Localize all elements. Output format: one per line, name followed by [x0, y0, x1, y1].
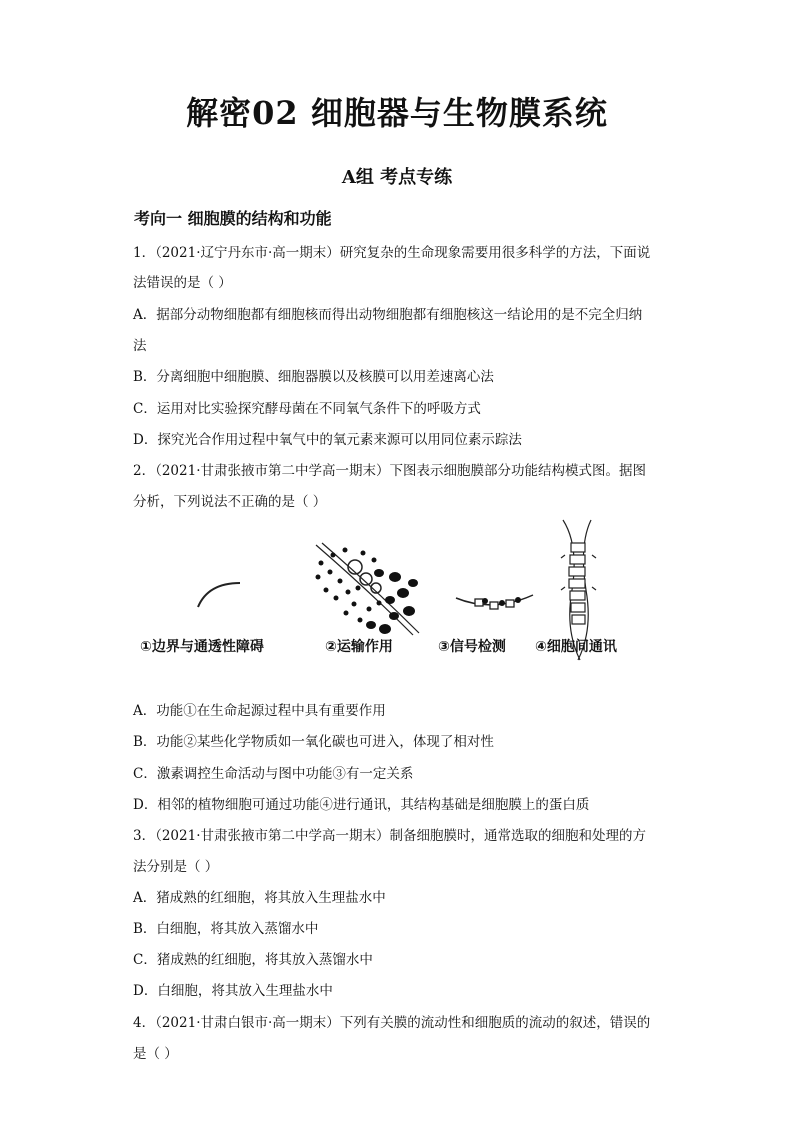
q1-option-a-cont: 法 [133, 338, 147, 354]
signal-detection-diagram [456, 595, 533, 609]
q1-stem-line2: 法错误的是（ ） [133, 275, 232, 291]
figure-caption-1: ①边界与通透性障碍 [140, 639, 264, 655]
figure-caption-4: ④细胞间通讯 [535, 639, 617, 655]
q1-stem-line1: 1．（2021·辽宁丹东市·高一期末）研究复杂的生命现象需要用很多科学的方法，下面说 [133, 245, 651, 261]
q3-option-a: A．猪成熟的红细胞，将其放入生理盐水中 [133, 890, 386, 906]
q1-option-c: C．运用对比实验探究酵母菌在不同氧气条件下的呼吸方式 [133, 401, 481, 417]
q3-option-b: B．白细胞，将其放入蒸馏水中 [133, 921, 319, 937]
page-title: 解密02 细胞器与生物膜系统 [186, 94, 608, 132]
q2-option-d: D．相邻的植物细胞可通过功能④进行通讯，其结构基础是细胞膜上的蛋白质 [133, 797, 590, 813]
q1-option-d: D．探究光合作用过程中氧气中的氧元素来源可以用同位素示踪法 [133, 432, 522, 448]
q1-option-a: A．据部分动物细胞都有细胞核而得出动物细胞都有细胞核这一结论用的是不完全归纳 [133, 307, 643, 323]
figure-caption-3: ③信号检测 [438, 639, 506, 655]
q2-option-c: C．激素调控生命活动与图中功能③有一定关系 [133, 766, 414, 782]
q1-option-b: B．分离细胞中细胞膜、细胞器膜以及核膜可以用差速离心法 [133, 369, 494, 385]
figure-caption-2: ②运输作用 [325, 639, 393, 655]
q2-stem-line2: 分析，下列说法不正确的是（ ） [133, 494, 327, 510]
q3-option-d: D．白细胞，将其放入生理盐水中 [133, 983, 333, 999]
q4-stem-line2: 是（ ） [133, 1046, 178, 1062]
q2-stem-line1: 2．（2021·甘肃张掖市第二中学高一期末）下图表示细胞膜部分功能结构模式图。据图 [133, 463, 646, 479]
q3-stem-line2: 法分别是（ ） [133, 859, 219, 875]
transport-diagram [316, 543, 420, 635]
q3-stem-line1: 3．（2021·甘肃张掖市第二中学高一期末）制备细胞膜时，通常选取的细胞和处理的方 [133, 828, 646, 844]
section-title: 考向一 细胞膜的结构和功能 [134, 209, 332, 228]
q2-option-a: A．功能①在生命起源过程中具有重要作用 [133, 703, 386, 719]
q2-option-b: B．功能②某些化学物质如一氧化碳也可进入，体现了相对性 [133, 734, 494, 750]
boundary-membrane-curve [198, 583, 240, 607]
q4-stem-line1: 4．（2021·甘肃白银市·高一期末）下列有关膜的流动性和细胞质的流动的叙述，错误的 [133, 1015, 651, 1031]
q3-option-c: C．猪成熟的红细胞，将其放入蒸馏水中 [133, 952, 373, 968]
group-title: A组 考点专练 [341, 167, 453, 188]
